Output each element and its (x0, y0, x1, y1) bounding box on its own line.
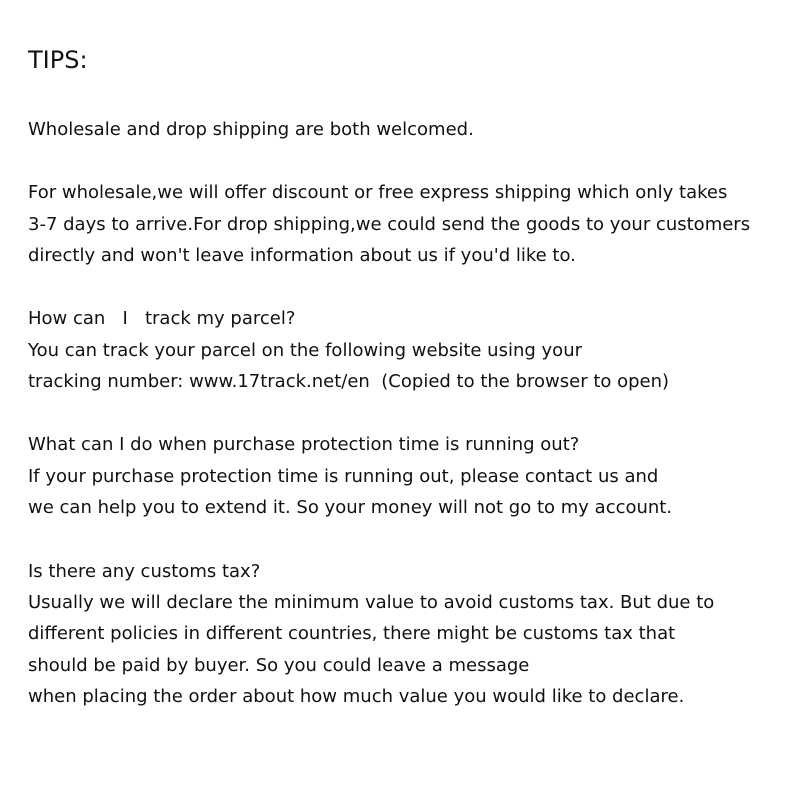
customs-answer-4: when placing the order about how much value you would like to declare. (28, 686, 685, 707)
protection-answer-1: If your purchase protection time is running out, please contact us and (28, 466, 659, 487)
tracking-answer-2: tracking number: www.17track.net/en (Copied to the browser to open) (28, 371, 670, 392)
customs-question: Is there any customs tax? (28, 561, 261, 582)
customs-answer-1: Usually we will declare the minimum value to avoid customs tax. But due to (28, 592, 715, 613)
customs-answer-3: should be paid by buyer. So you could leave a message (28, 655, 530, 676)
wholesale-line-1: For wholesale,we will offer discount or free express shipping which only takes (28, 182, 728, 203)
customs-answer-2: different policies in different countries, there might be customs tax that (28, 623, 676, 644)
tracking-answer-1: You can track your parcel on the following website using your (28, 340, 583, 361)
protection-answer-2: we can help you to extend it. So your money will not go to my account. (28, 497, 673, 518)
wholesale-line-3: directly and won't leave information about us if you'd like to. (28, 245, 576, 266)
intro-line: Wholesale and drop shipping are both welcomed. (28, 119, 474, 140)
wholesale-line-2: 3-7 days to arrive.For drop shipping,we could send the goods to your customers (28, 214, 751, 235)
tracking-question: How can I track my parcel? (28, 308, 296, 329)
page-title: TIPS: (28, 46, 88, 74)
protection-question: What can I do when purchase protection time is running out? (28, 434, 580, 455)
